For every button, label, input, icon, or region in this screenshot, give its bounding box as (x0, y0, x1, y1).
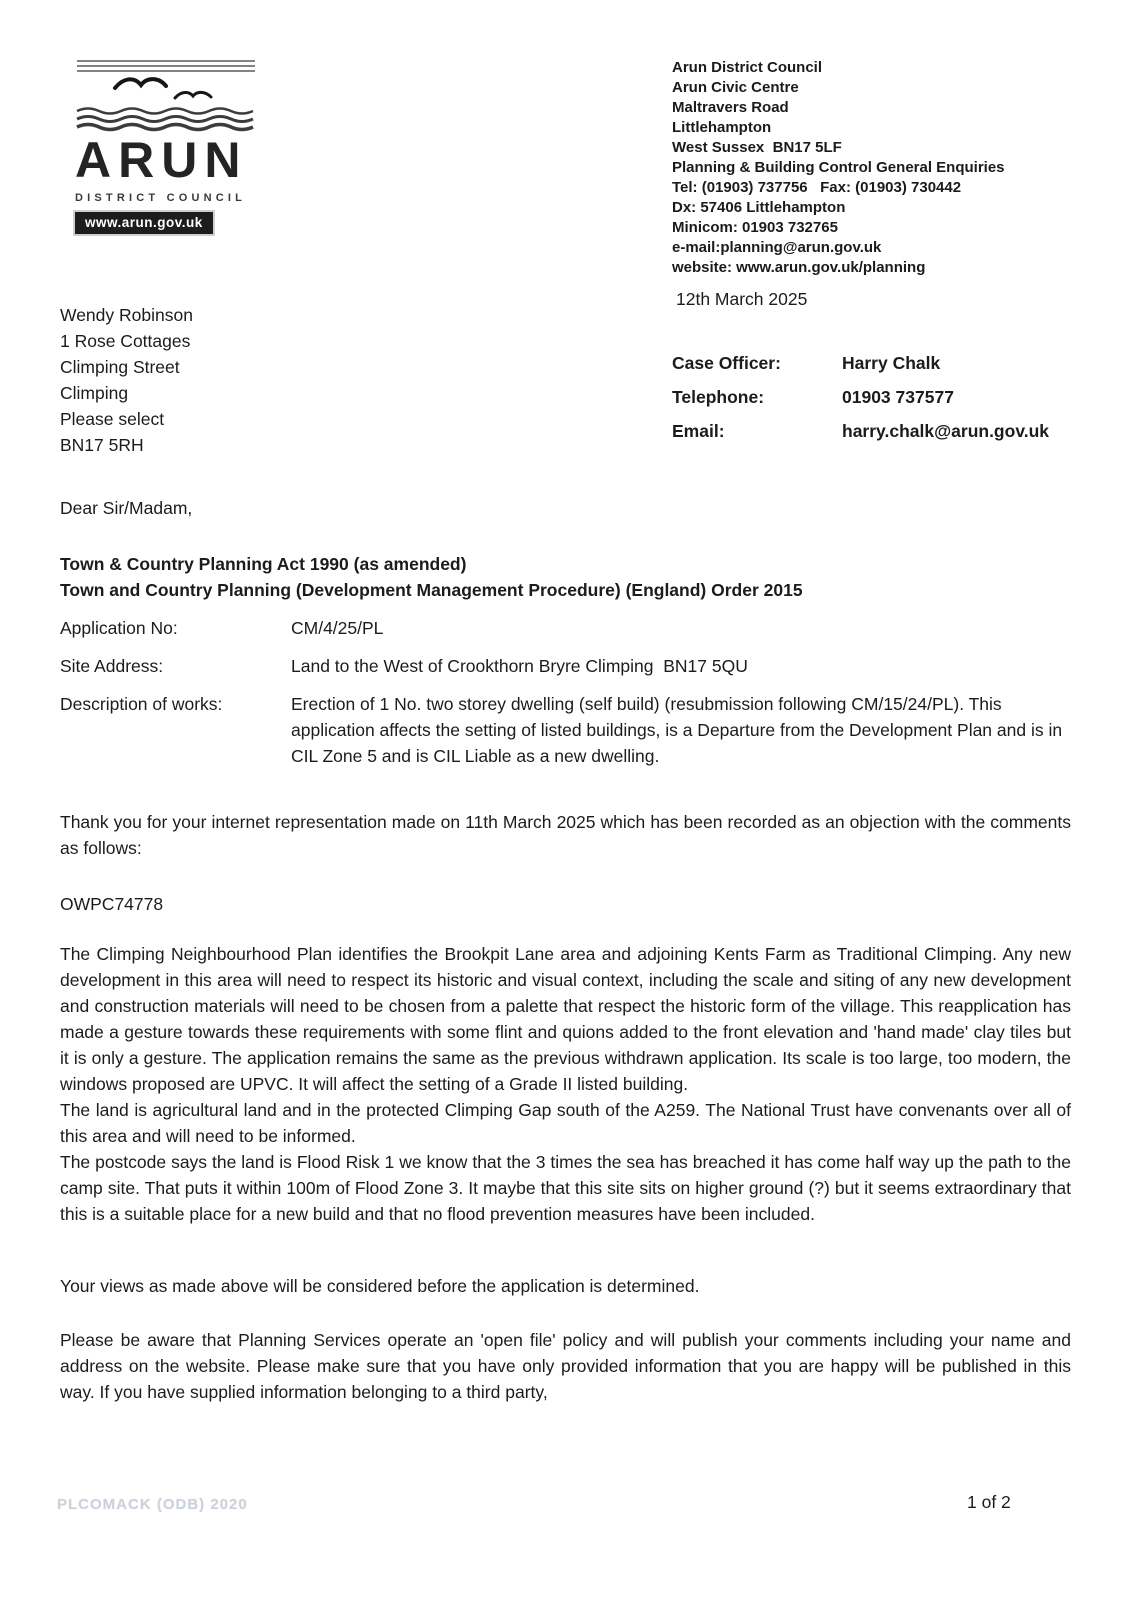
representation-comments (60, 941, 1071, 1227)
comment-paragraph: The postcode says the land is Flood Risk 1 we know that the 3 times the sea has breached it has come half way up the path to the camp site. That puts it within 100m of Flood Zone 3. It maybe that this site sits on higher ground (?) but it seems extraordinary that this is a suitable place for a new build and that no flood prevention measures have been included. (60, 1152, 1071, 1224)
address-line: Littlehampton (672, 119, 772, 136)
address-line-website: website: www.arun.gov.uk/planning (672, 259, 926, 276)
description-of-works-label: Description of works: (60, 694, 223, 714)
footer-doc-code: PLCOMACK (ODB) 2020 (57, 1496, 248, 1513)
case-officer-value: Harry Chalk (842, 353, 941, 373)
recipient-address (60, 302, 193, 458)
logo-title: ARUN (75, 132, 248, 188)
address-line: Planning & Building Control General Enquiries (672, 159, 1005, 176)
site-address-value: Land to the West of Crookthorn Bryre Climping BN17 5QU (291, 656, 748, 676)
description-of-works-value: Erection of 1 No. two storey dwelling (self build) (resubmission following CM/15/24/PL). This application affects the setting of listed buildings, is a Departure from the Development Plan and is in CIL Zone 5 and is CIL Liable as a new dwelling. (291, 694, 1067, 766)
address-line: Tel: (01903) 737756 Fax: (01903) 730442 (672, 179, 962, 196)
address-line: Maltravers Road (672, 99, 789, 116)
application-no-label: Application No: (60, 618, 178, 638)
logo-subtitle: DISTRICT COUNCIL (75, 192, 247, 204)
address-line: Dx: 57406 Littlehampton (672, 199, 846, 216)
letter-date: 12th March 2025 (676, 289, 808, 309)
recipient-line: Climping Street (60, 357, 180, 377)
council-address-block (672, 58, 1005, 278)
recipient-line: Please select (60, 409, 165, 429)
council-logo (75, 55, 257, 234)
case-telephone-label: Telephone: (672, 387, 765, 407)
recipient-line: BN17 5RH (60, 435, 144, 455)
reference-code: OWPC74778 (60, 894, 164, 914)
views-paragraph: Your views as made above will be considered before the application is determined. (60, 1276, 700, 1296)
recipient-line: Wendy Robinson (60, 305, 193, 325)
application-no-row (60, 615, 1071, 641)
open-file-paragraph: Please be aware that Planning Services operate an 'open file' policy and will publish your comments including your name and address on the website. Please make sure that you have only provided information that you are happy will be published in this way. If you have supplied information belonging to a third party, (60, 1330, 1071, 1402)
comment-paragraph: The land is agricultural land and in the protected Climping Gap south of the A259. The National Trust have convenants over all of this area and will need to be informed. (60, 1100, 1071, 1146)
comment-paragraph: The Climping Neighbourhood Plan identifies the Brookpit Lane area and adjoining Kents Farm as Traditional Climping. Any new development in this area will need to respect its historic and visual context, including the scale and siting of any new development and construction materials will need to be chosen from a palette that respect the historic form of the village. This reapplication has made a gesture towards these requirements with some flint and quions added to the front elevation and 'hand made' clay tiles but it is only a gesture. The application remains the same as the previous withdrawn application. Its scale is too large, too modern, the windows proposed are UPVC. It will affect the setting of a Grade II listed building. (60, 944, 1071, 1094)
case-email-value: harry.chalk@arun.gov.uk (842, 421, 1050, 441)
page-number: 1 of 2 (967, 1492, 1011, 1512)
address-line: Arun Civic Centre (672, 79, 799, 96)
case-telephone-value: 01903 737577 (842, 387, 954, 407)
planning-act-heading: Town & Country Planning Act 1990 (as amended) (60, 554, 467, 574)
address-line-email: e-mail:planning@arun.gov.uk (672, 239, 882, 256)
address-line: West Sussex BN17 5LF (672, 139, 842, 156)
planning-order-heading: Town and Country Planning (Development Management Procedure) (England) Order 2015 (60, 580, 803, 600)
legislation-headings (60, 551, 1071, 603)
recipient-line: Climping (60, 383, 129, 403)
salutation: Dear Sir/Madam, (60, 498, 193, 518)
address-line: Minicom: 01903 732765 (672, 219, 838, 236)
intro-paragraph: Thank you for your internet representation made on 11th March 2025 which has been recorded as an objection with the comments as follows: (60, 812, 1071, 858)
description-of-works-row (60, 691, 1071, 769)
case-email-label: Email: (672, 421, 725, 441)
application-no-value: CM/4/25/PL (291, 618, 384, 638)
case-officer-block (672, 353, 1049, 442)
letter-body (60, 495, 1071, 1405)
site-address-label: Site Address: (60, 656, 164, 676)
seagulls-artwork-icon (75, 55, 257, 133)
application-fields (60, 615, 1071, 769)
site-address-row (60, 653, 1071, 679)
recipient-line: 1 Rose Cottages (60, 331, 191, 351)
logo-website: www.arun.gov.uk (75, 212, 213, 234)
case-officer-label: Case Officer: (672, 353, 781, 373)
address-line: Arun District Council (672, 59, 823, 76)
